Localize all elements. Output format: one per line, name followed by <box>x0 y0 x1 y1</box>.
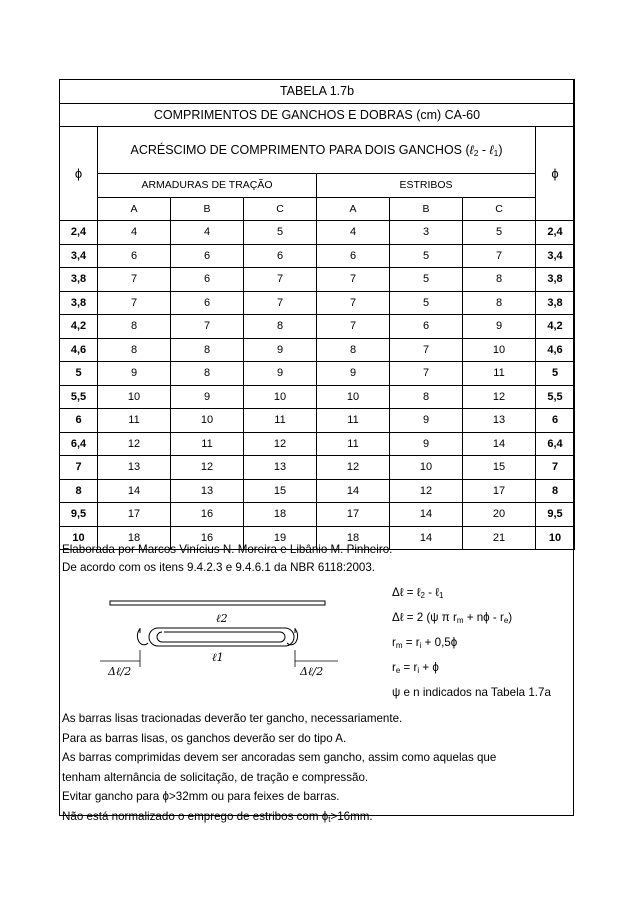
table-row <box>60 315 575 339</box>
value-cell: 8 <box>244 315 317 339</box>
value-cell: 6 <box>171 244 244 268</box>
phi-cell-left: 9,5 <box>60 503 98 527</box>
col-b-header: B <box>390 197 463 221</box>
value-cell: 7 <box>244 268 317 292</box>
phi-cell-right: 4,6 <box>536 338 575 362</box>
value-cell: 14 <box>390 503 463 527</box>
phi-cell-right: 3,8 <box>536 291 575 315</box>
value-cell: 12 <box>98 432 171 456</box>
value-cell: 15 <box>244 479 317 503</box>
phi-cell-left: 5 <box>60 362 98 386</box>
formula-rm: rm = ri + 0,5ϕ <box>392 636 458 650</box>
value-cell: 9 <box>390 409 463 433</box>
table-row <box>60 362 575 386</box>
value-cell: 8 <box>98 338 171 362</box>
formula-delta-l-expanded: Δℓ = 2 (ψ π rm + nϕ - re) <box>392 611 513 625</box>
value-cell: 18 <box>317 526 390 550</box>
value-cell: 6 <box>244 244 317 268</box>
value-cell: 11 <box>98 409 171 433</box>
straight-bar <box>110 601 325 605</box>
phi-cell-right: 5 <box>536 362 575 386</box>
value-cell: 6 <box>390 315 463 339</box>
hook-length-table <box>59 79 575 550</box>
phi-cell-left: 6 <box>60 409 98 433</box>
recommendation-line: tenham alternância de solicitação, de tração e compressão. <box>62 770 369 784</box>
delta-right-label: Δℓ/2 <box>300 665 324 678</box>
value-cell: 7 <box>98 268 171 292</box>
value-cell: 6 <box>317 244 390 268</box>
table-row <box>60 221 575 245</box>
value-cell: 12 <box>317 456 390 480</box>
value-cell: 9 <box>463 315 536 339</box>
norm-note: De acordo com os itens 9.4.2.3 e 9.4.6.1 da NBR 6118:2003. <box>62 561 376 574</box>
value-cell: 10 <box>390 456 463 480</box>
phi-cell-left: 10 <box>60 526 98 550</box>
value-cell: 13 <box>244 456 317 480</box>
value-cell: 11 <box>171 432 244 456</box>
value-cell: 14 <box>317 479 390 503</box>
formula-re: re = ri + ϕ <box>392 661 439 675</box>
value-cell: 9 <box>390 432 463 456</box>
value-cell: 9 <box>317 362 390 386</box>
phi-cell-right: 8 <box>536 479 575 503</box>
recommendation-line: As barras comprimidas devem ser ancoradas sem gancho, assim como aquelas que <box>62 751 497 764</box>
recommendation-line: As barras lisas tracionadas deverão ter gancho, necessariamente. <box>62 712 403 725</box>
phi-cell-left: 4,2 <box>60 315 98 339</box>
value-cell: 14 <box>463 432 536 456</box>
phi-cell-right: 3,8 <box>536 268 575 292</box>
table-row <box>60 479 575 503</box>
value-cell: 6 <box>171 291 244 315</box>
value-cell: 5 <box>244 221 317 245</box>
col-b-header: B <box>171 197 244 221</box>
phi-cell-right: 3,4 <box>536 244 575 268</box>
value-cell: 6 <box>98 244 171 268</box>
value-cell: 17 <box>98 503 171 527</box>
value-cell: 14 <box>98 479 171 503</box>
table-row <box>60 432 575 456</box>
phi-cell-left: 5,5 <box>60 385 98 409</box>
value-cell: 16 <box>171 526 244 550</box>
value-cell: 8 <box>463 268 536 292</box>
phi-cell-right: 10 <box>536 526 575 550</box>
value-cell: 9 <box>244 338 317 362</box>
value-cell: 4 <box>317 221 390 245</box>
phi-cell-right: 7 <box>536 456 575 480</box>
hooked-bar-outer <box>149 628 294 646</box>
value-cell: 11 <box>463 362 536 386</box>
value-cell: 5 <box>463 221 536 245</box>
value-cell: 5 <box>390 244 463 268</box>
table-subtitle: COMPRIMENTOS DE GANCHOS E DOBRAS (cm) CA-60 <box>60 103 575 127</box>
notes <box>62 541 392 577</box>
value-cell: 8 <box>463 291 536 315</box>
value-cell: 10 <box>463 338 536 362</box>
value-cell: 12 <box>171 456 244 480</box>
value-cell: 16 <box>171 503 244 527</box>
formulas <box>392 582 551 704</box>
phi-cell-left: 3,8 <box>60 268 98 292</box>
value-cell: 20 <box>463 503 536 527</box>
value-cell: 4 <box>171 221 244 245</box>
value-cell: 7 <box>244 291 317 315</box>
value-cell: 9 <box>244 362 317 386</box>
value-cell: 18 <box>244 503 317 527</box>
table-title: TABELA 1.7b <box>60 80 575 104</box>
value-cell: 21 <box>463 526 536 550</box>
phi-cell-right: 4,2 <box>536 315 575 339</box>
value-cell: 7 <box>317 268 390 292</box>
value-cell: 11 <box>244 409 317 433</box>
armaduras-header: ARMADURAS DE TRAÇÃO <box>98 174 317 198</box>
phi-cell-left: 3,8 <box>60 291 98 315</box>
value-cell: 7 <box>463 244 536 268</box>
phi-header-left: ϕ <box>60 127 98 221</box>
phi-cell-right: 6 <box>536 409 575 433</box>
value-cell: 12 <box>244 432 317 456</box>
value-cell: 8 <box>171 362 244 386</box>
table-row <box>60 409 575 433</box>
value-cell: 11 <box>317 409 390 433</box>
estribos-header: ESTRIBOS <box>317 174 536 198</box>
value-cell: 8 <box>317 338 390 362</box>
value-cell: 12 <box>463 385 536 409</box>
value-cell: 7 <box>390 362 463 386</box>
value-cell: 19 <box>244 526 317 550</box>
author-note: Elaborada por Marcos Vinícius N. Moreira e Libânio M. Pinheiro. <box>62 543 393 556</box>
value-cell: 18 <box>98 526 171 550</box>
value-cell: 3 <box>390 221 463 245</box>
table-row <box>60 268 575 292</box>
value-cell: 9 <box>98 362 171 386</box>
phi-header-right: ϕ <box>536 127 575 221</box>
value-cell: 10 <box>171 409 244 433</box>
value-cell: 11 <box>317 432 390 456</box>
value-cell: 5 <box>390 291 463 315</box>
hook-diagram <box>100 595 340 680</box>
value-cell: 7 <box>98 291 171 315</box>
value-cell: 10 <box>317 385 390 409</box>
value-cell: 7 <box>171 315 244 339</box>
phi-cell-right: 6,4 <box>536 432 575 456</box>
table-row <box>60 456 575 480</box>
formula-delta-l: Δℓ = ℓ2 - ℓ1 <box>392 586 444 600</box>
table-row <box>60 385 575 409</box>
phi-cell-left: 3,4 <box>60 244 98 268</box>
delta-left-label: Δℓ/2 <box>108 665 132 678</box>
value-cell: 9 <box>171 385 244 409</box>
value-cell: 10 <box>244 385 317 409</box>
hooked-bar-inner <box>157 632 285 642</box>
phi-cell-left: 7 <box>60 456 98 480</box>
l1-label: ℓ1 <box>212 651 224 664</box>
acrescimo-header: ACRÉSCIMO DE COMPRIMENTO PARA DOIS GANCHOS (ℓ$_2$ - ℓ$_1$) <box>98 127 536 174</box>
recommendations <box>62 709 496 829</box>
col-a-header: A <box>317 197 390 221</box>
phi-cell-right: 9,5 <box>536 503 575 527</box>
left-hook <box>137 628 148 645</box>
phi-cell-right: 2,4 <box>536 221 575 245</box>
value-cell: 8 <box>98 315 171 339</box>
table-row <box>60 503 575 527</box>
value-cell: 5 <box>390 268 463 292</box>
phi-cell-left: 6,4 <box>60 432 98 456</box>
l2-label: ℓ2 <box>216 612 228 625</box>
value-cell: 15 <box>463 456 536 480</box>
value-cell: 13 <box>463 409 536 433</box>
value-cell: 13 <box>98 456 171 480</box>
table-row <box>60 338 575 362</box>
formula-psi-note: ψ e n indicados na Tabela 1.7a <box>392 686 551 699</box>
phi-cell-right: 5,5 <box>536 385 575 409</box>
value-cell: 7 <box>390 338 463 362</box>
value-cell: 13 <box>171 479 244 503</box>
recommendation-line: Para as barras lisas, os ganchos deverão ser do tipo A. <box>62 731 347 745</box>
value-cell: 12 <box>390 479 463 503</box>
value-cell: 8 <box>390 385 463 409</box>
value-cell: 7 <box>317 291 390 315</box>
col-c-header: C <box>463 197 536 221</box>
col-a-header: A <box>98 197 171 221</box>
value-cell: 17 <box>463 479 536 503</box>
table-row <box>60 244 575 268</box>
value-cell: 17 <box>317 503 390 527</box>
value-cell: 8 <box>171 338 244 362</box>
recommendation-line: Evitar gancho para ϕ>32mm ou para feixes de barras. <box>62 790 340 803</box>
phi-cell-left: 8 <box>60 479 98 503</box>
value-cell: 7 <box>317 315 390 339</box>
value-cell: 14 <box>390 526 463 550</box>
value-cell: 6 <box>171 268 244 292</box>
value-cell: 10 <box>98 385 171 409</box>
col-c-header: C <box>244 197 317 221</box>
value-cell: 4 <box>98 221 171 245</box>
phi-cell-left: 4,6 <box>60 338 98 362</box>
recommendation-line: Não está normalizado o emprego de estribos com ϕt>16mm. <box>62 809 373 824</box>
table-row <box>60 291 575 315</box>
phi-cell-left: 2,4 <box>60 221 98 245</box>
